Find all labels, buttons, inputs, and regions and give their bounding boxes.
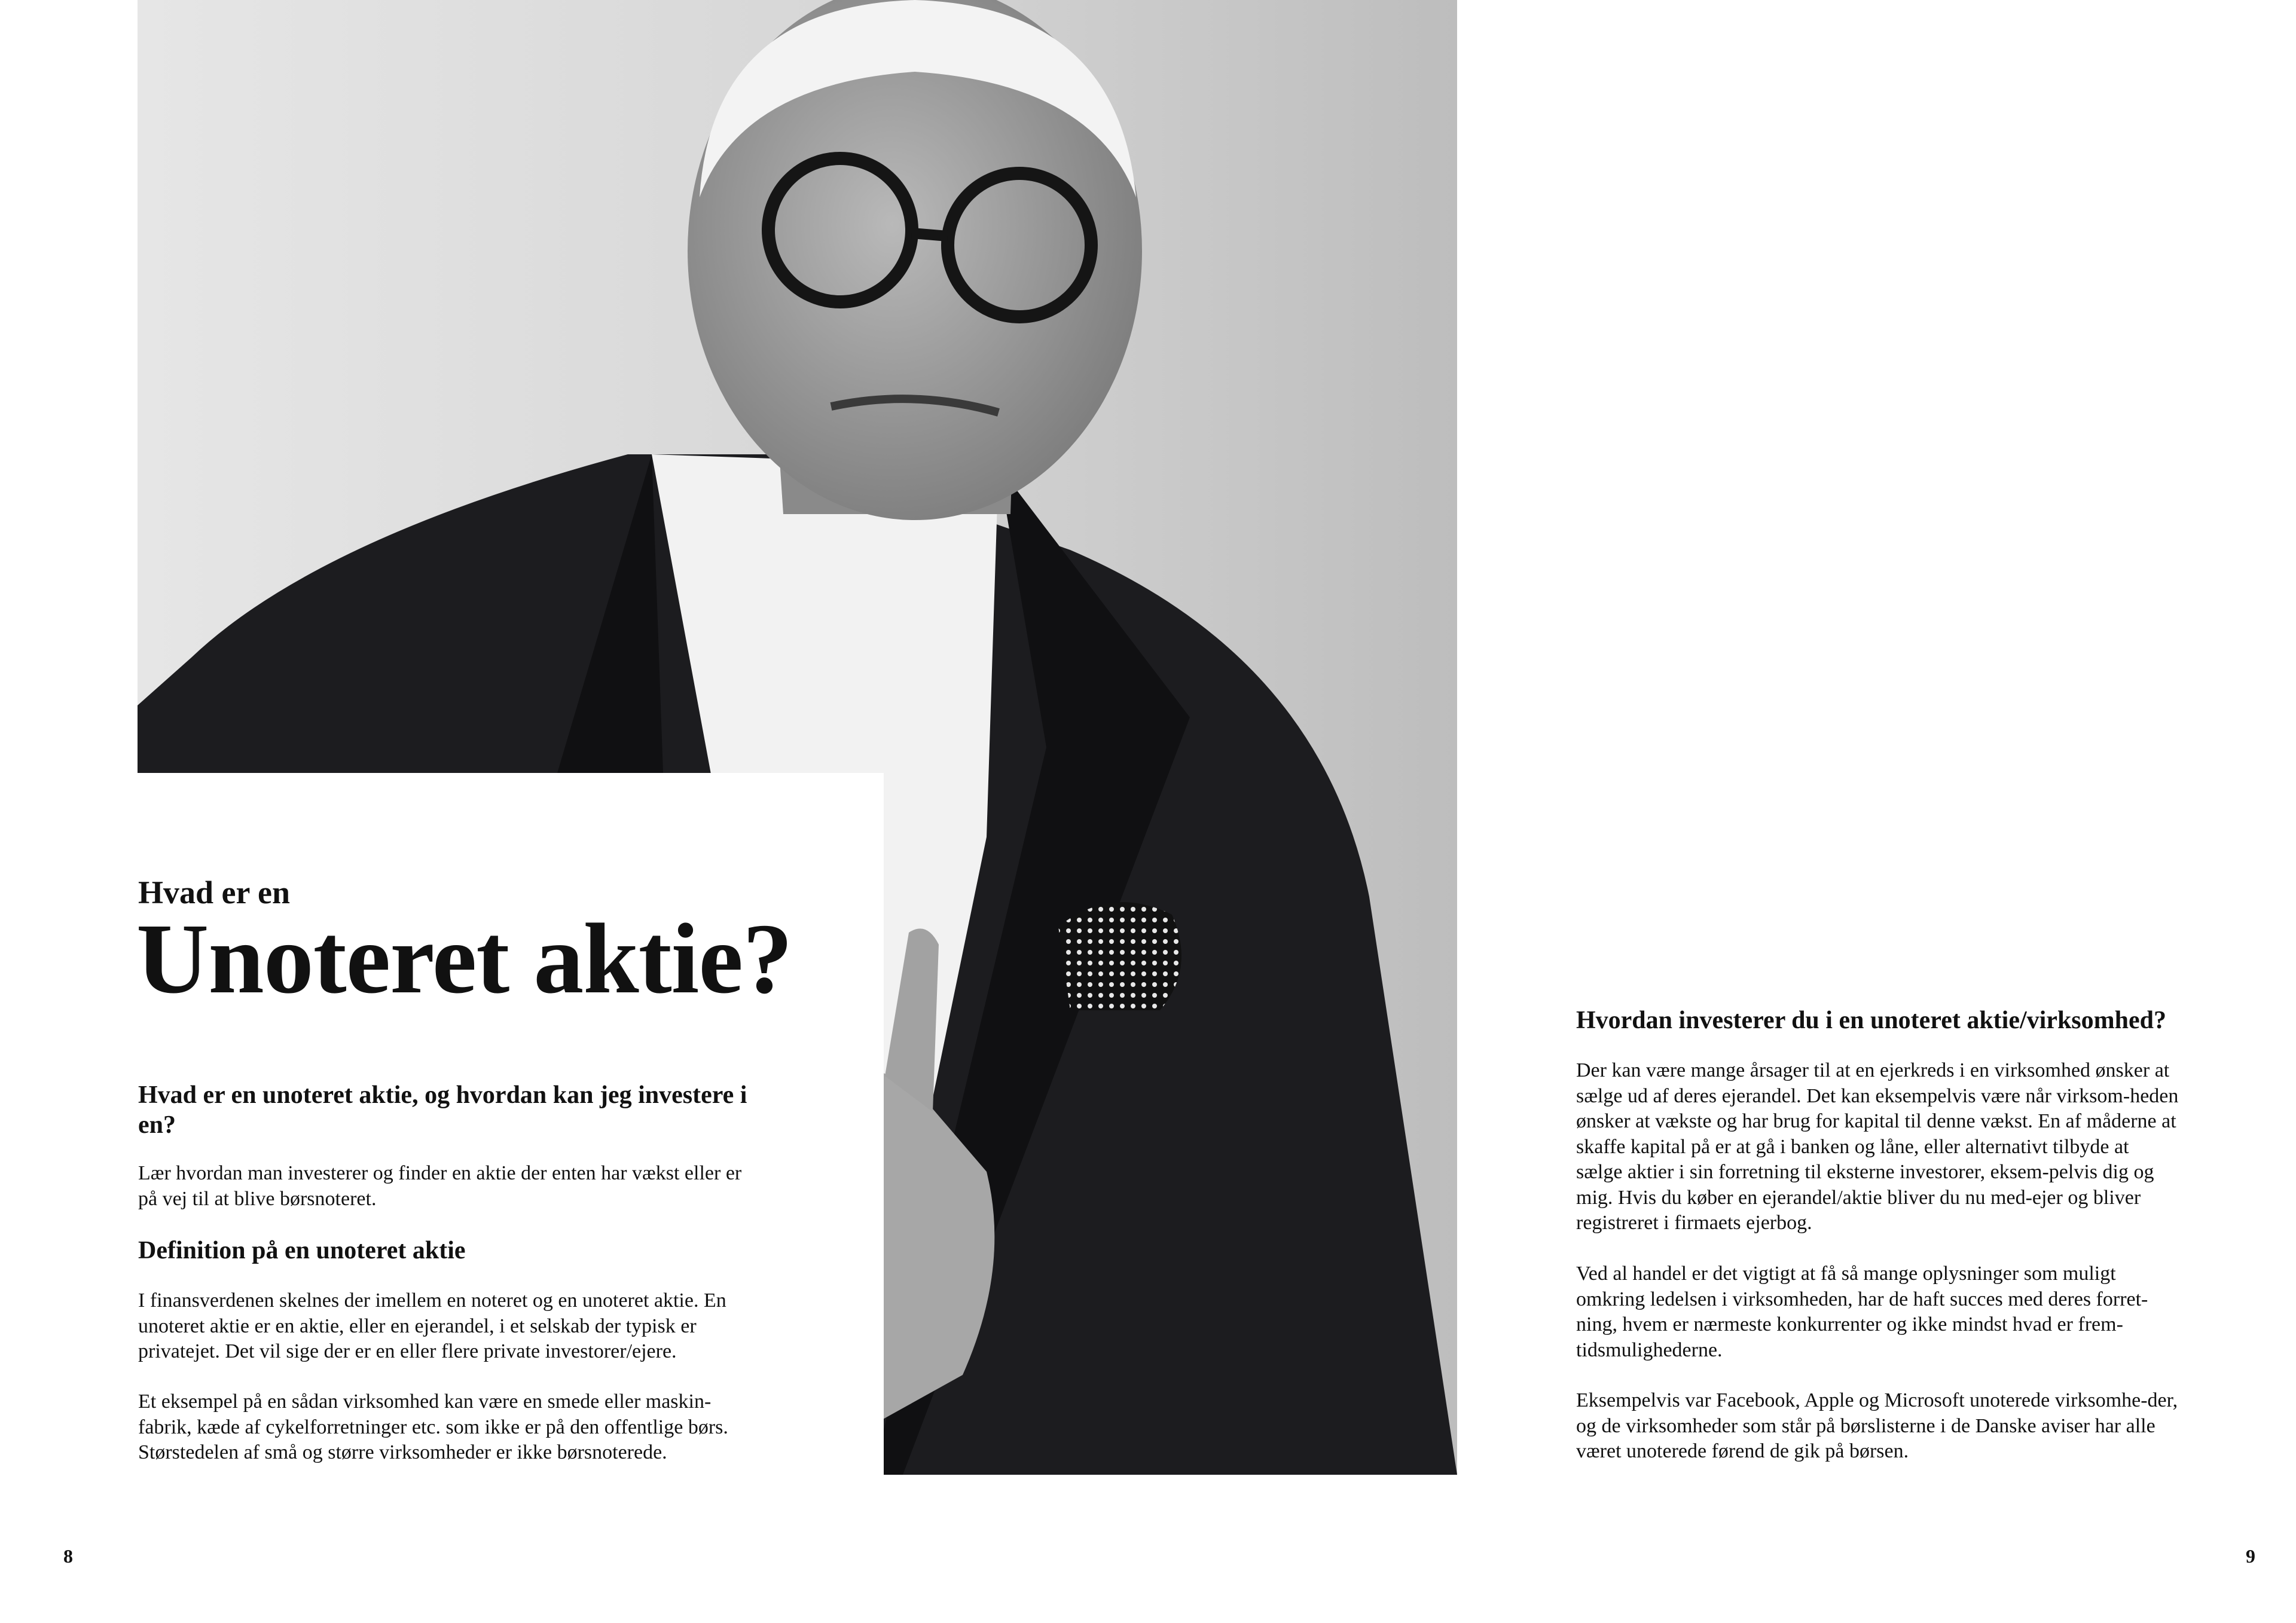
question-heading: Hvad er en unoteret aktie, og hvordan kan jeg investere i en? (138, 1081, 747, 1139)
right-paragraph-3: Eksempelvis var Facebook, Apple og Microsoft unoterede virksomhe-der, og de virksomheder som står på børslisterne i de Danske aviser har alle været unoterede førend de gik på børsen. (1576, 1389, 2178, 1462)
intro-paragraph: Lær hvordan man investerer og finder en aktie der enten har vækst eller er på vej til at blive børsnoteret. (138, 1162, 742, 1210)
right-paragraph-1: Der kan være mange årsager til at en ejerkreds i en virksomhed ønsker at sælge ud af deres ejerandel. Det kan eksempelvis være når virksom-heden ønsker at vækste og har brug for kapital til denne vækst. En af måderne at skaffe kapital på er at gå i banken og låne, eller alternativt tilbyde at sælge aktier i sin forretning til eksterne investorer, eksem-pelvis dig og mig. Hvis du køber en ejerandel/aktie bliver du nu med-ejer og bliver registreret i firmaets ejerbog. (1576, 1059, 2179, 1234)
right-paragraph-2: Ved al handel er det vigtigt at få så mange oplysninger som muligt omkring ledelsen i virksomheden, har de haft succes med deres forret-ning, hvem er nærmeste konkurrenter og ikke mindst hvad er frem-tidsmulighederne. (1576, 1263, 2148, 1361)
definition-heading: Definition på en unoteret aktie (138, 1237, 466, 1264)
page-number-left: 8 (63, 1545, 73, 1567)
title-kicker: Hvad er en (138, 875, 290, 910)
definition-paragraph-2: Et eksempel på en sådan virksomhed kan være en smede eller maskin-fabrik, kæde af cykelforretninger etc. som ikke er på den offentlige børs. Størstedelen af små og større virksomheder er ikke børsnoterede. (138, 1390, 728, 1463)
page-title: Unoteret aktie? (136, 903, 792, 1014)
definition-paragraph-1: I finansverdenen skelnes der imellem en noteret og en unoteret aktie. En unoteret aktie er en aktie, eller en ejerandel, i et selskab der typisk er privatejet. Det vil sige der er en eller flere private investorer/ejere. (138, 1289, 726, 1362)
page-number-right: 9 (2246, 1545, 2255, 1567)
right-heading: Hvordan investerer du i en unoteret aktie/virksomhed? (1576, 1007, 2166, 1034)
